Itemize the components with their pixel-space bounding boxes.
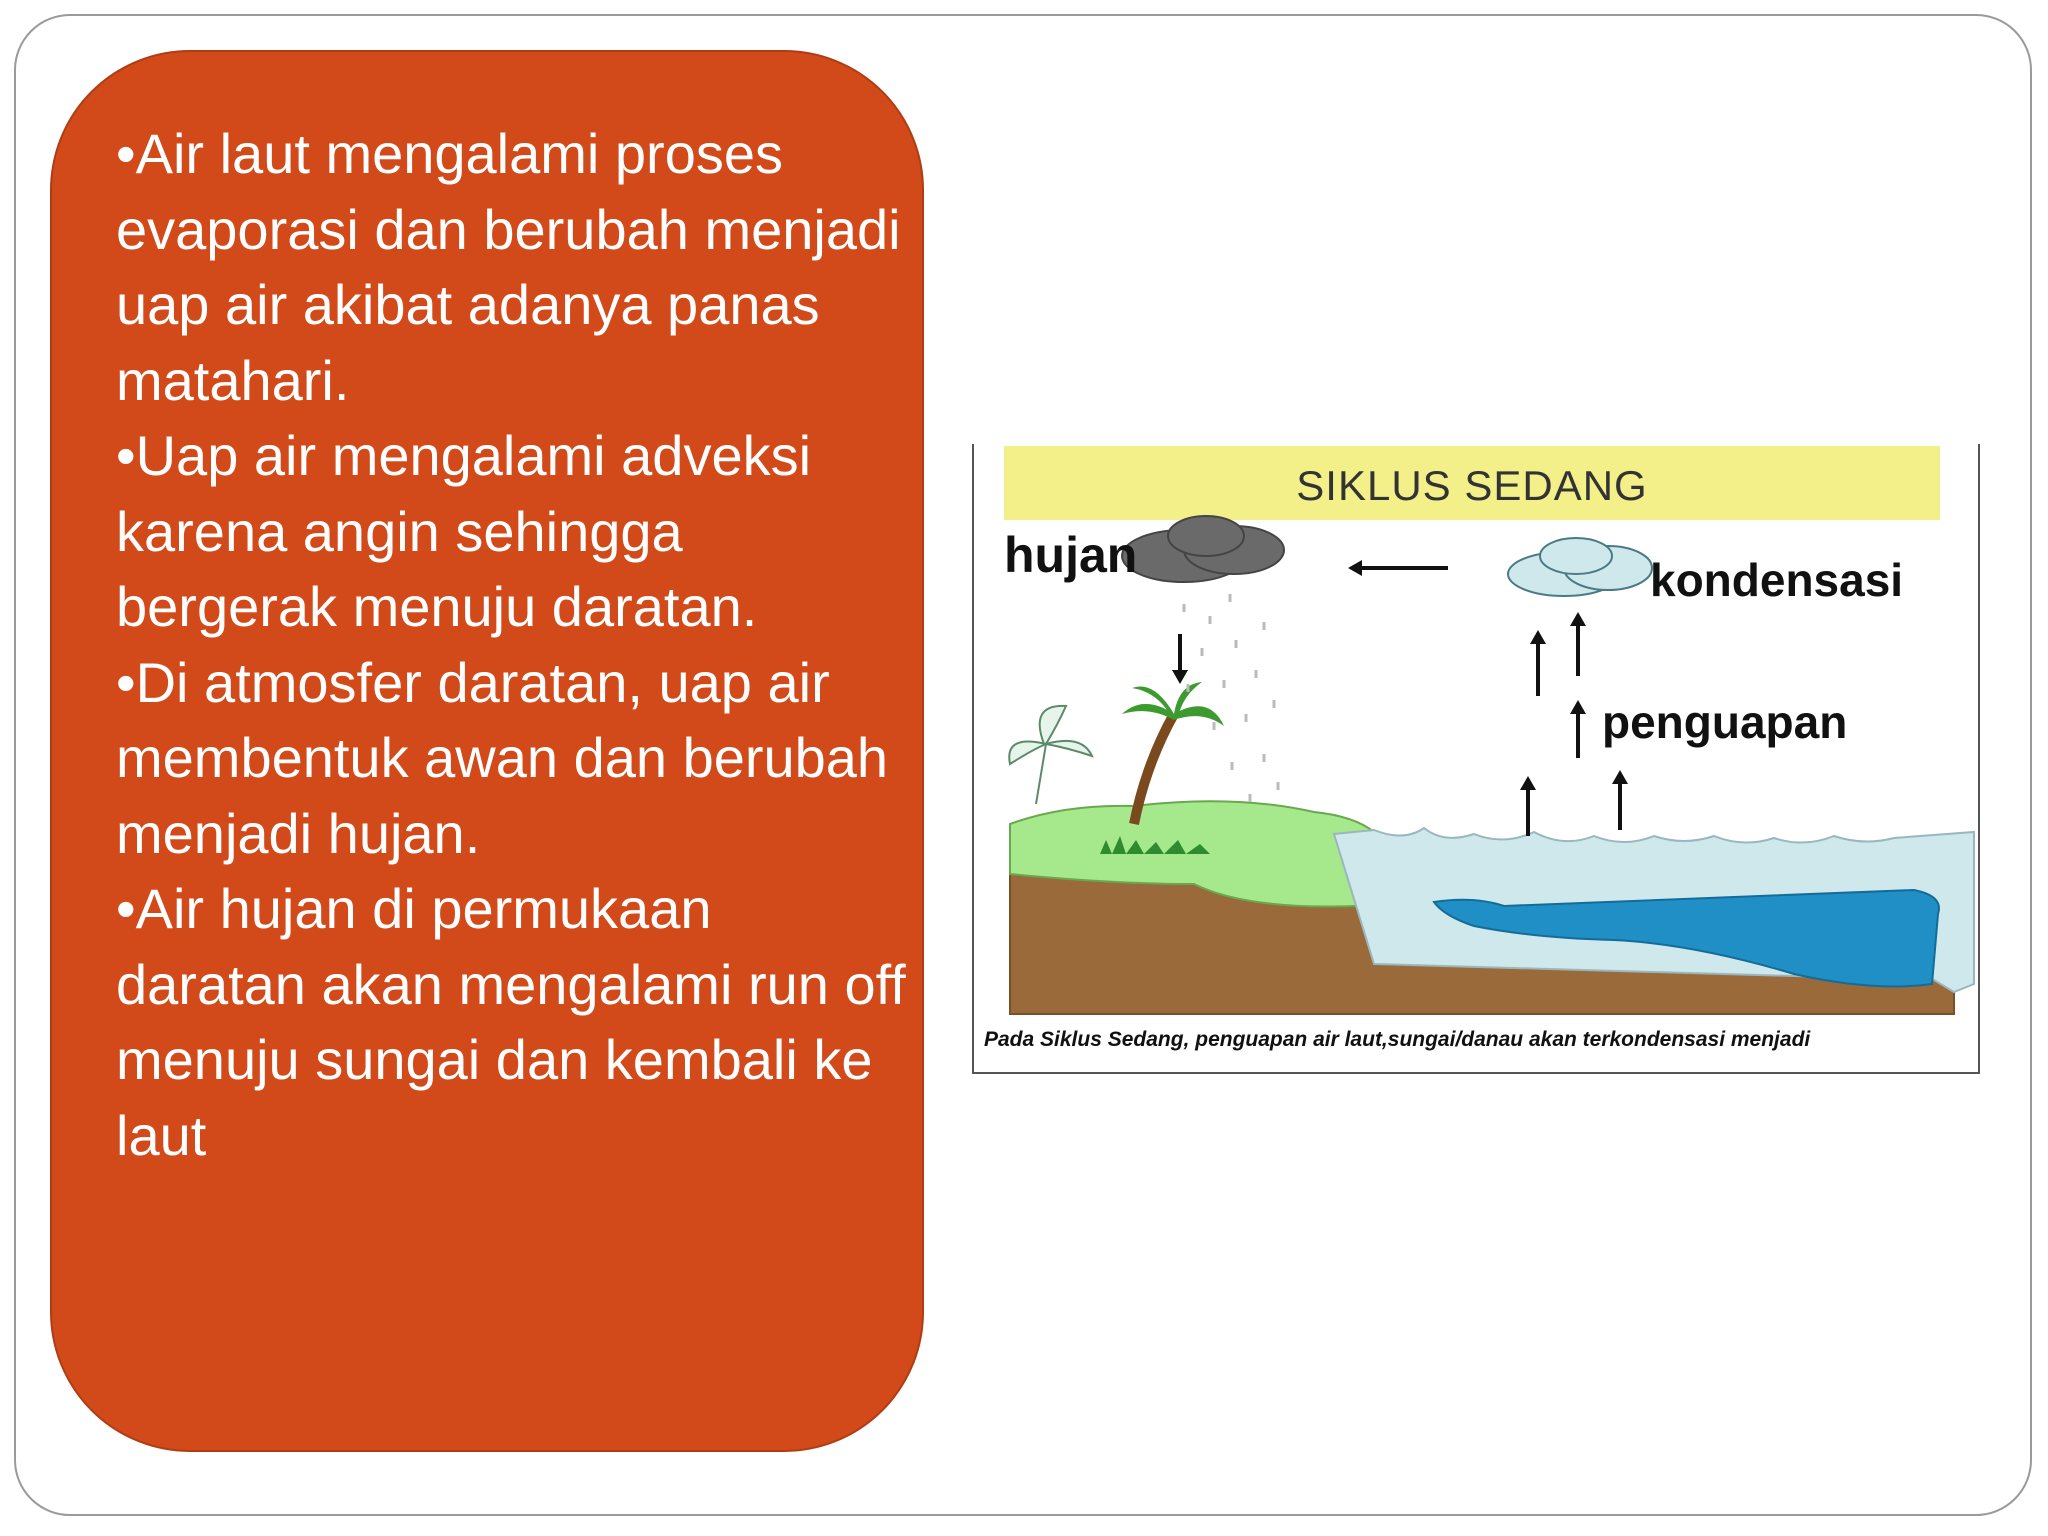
rain-drops (1184, 594, 1278, 802)
water-cycle-figure (972, 444, 1980, 1074)
figure-caption: Pada Siklus Sedang, penguapan air laut,sungai/danau akan terkondensasi menjadi (984, 1028, 1811, 1051)
bullet-advection: •Uap air mengalami adveksi karena angin sehingga bergerak menuju daratan. (116, 424, 812, 638)
label-evaporation: penguapan (1602, 696, 1848, 748)
bullet-list (116, 116, 916, 1173)
label-rain: hujan (1004, 527, 1138, 583)
bullet-rain-formation: •Di atmosfer daratan, uap air membentuk awan dan berubah menjadi hujan. (116, 650, 889, 865)
fern-plant (1009, 706, 1092, 804)
water-cycle-diagram (974, 444, 1978, 1072)
condensation-cloud (1508, 538, 1652, 596)
bullet-evaporation: •Air laut mengalami proses evaporasi dan berubah menjadi uap air akibat adanya panas matahari. (116, 122, 901, 412)
figure-title: SIKLUS SEDANG (1296, 462, 1648, 509)
arrow-left-icon (1348, 560, 1448, 576)
palm-leaves (1122, 682, 1224, 726)
text-panel (50, 50, 924, 1452)
arrow-down-icon (1172, 634, 1188, 684)
bullet-runoff: •Air hujan di permukaan daratan akan mengalami run off menuju sungai dan kembali ke laut (116, 877, 906, 1167)
rain-cloud (1122, 516, 1284, 582)
label-condensation: kondensasi (1650, 554, 1904, 606)
